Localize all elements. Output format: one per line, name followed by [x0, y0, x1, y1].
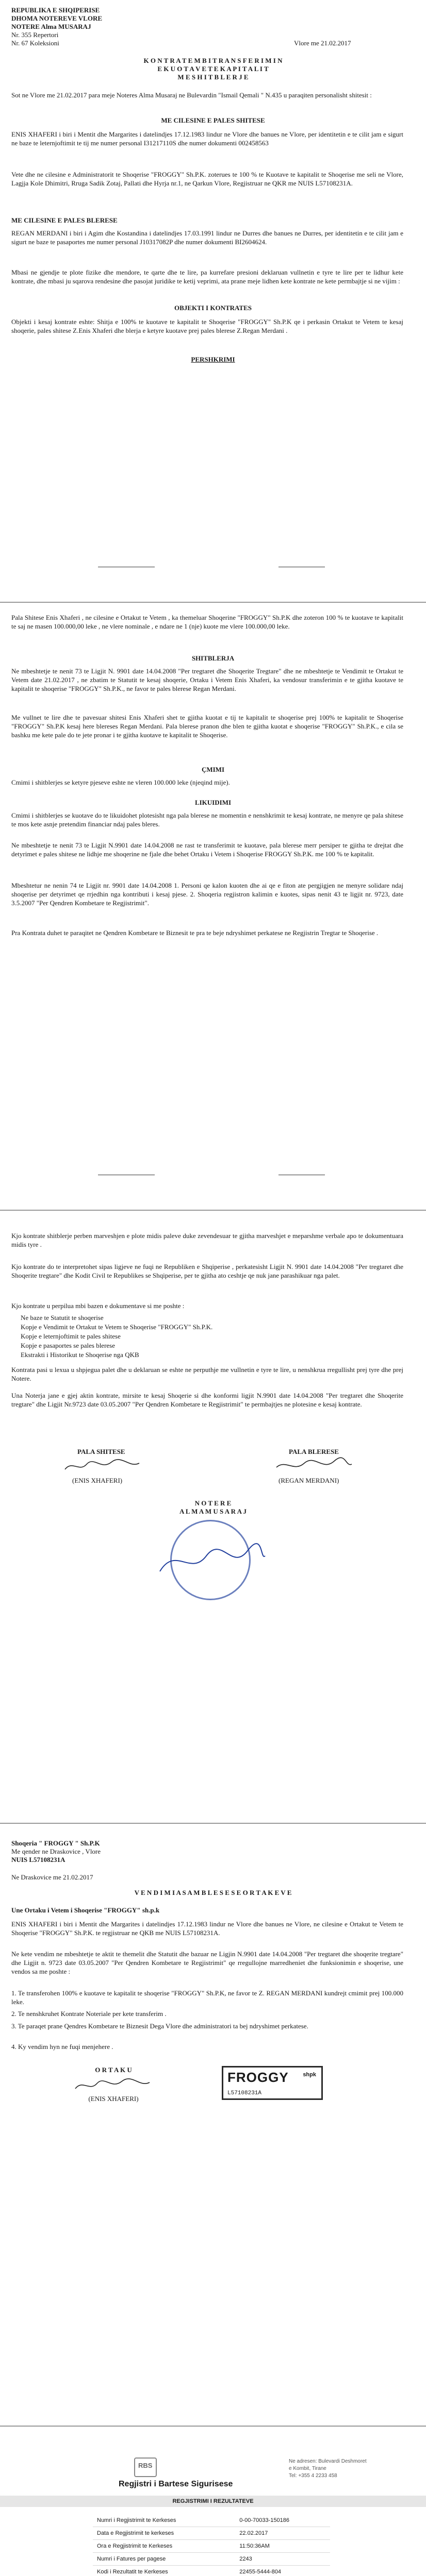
payment-heading: LIKUIDIMI: [194, 799, 232, 806]
decision-title: V E N D I M I A S A M B L E S E S E O R T A K E V E: [134, 1889, 292, 1896]
registry-address-1: Ne adresen: Bulevardi Deshmoret: [289, 2459, 367, 2464]
payment-paragraph: Cmimi i shitblerjes se kuotave do te likuidohet plotesisht nga pala blerese ne momentin e nenshkrimit te kesaj kontrate, ne menyre qe pala shitese te mos kete asnje pretendim financiar ndaj pales bleres.: [11, 811, 403, 828]
row-value: 2243: [235, 2553, 330, 2566]
contract-title-2: E K U O T A V E T E K A P I T A L I T: [157, 65, 269, 73]
header-left-line-2: DHOMA NOTEREVE VLORE: [11, 14, 103, 22]
buyer-signature-name: (REGAN MERDANI): [278, 1477, 339, 1484]
partner-signature: [72, 2076, 155, 2094]
obligations-paragraph: Ne mbeshtetje te nenit 73 te Ligjit N.9901 date 14.04.2008 ne rast te transferimit te kuotave, pala blerese merr persiper te gjitha te drejtat dhe detyrimet e pales shitese ne lidhje me shoqerine ne fjale dhe behet Ortaku i Vetem i Shoqerise FROGGY Sh.P.K. me 100 % te kapitalit.: [11, 841, 403, 858]
decision-basis: Ne kete vendim ne mbeshtetje te aktit te themelit dhe Statutit dhe bazuar ne Ligjin N.9901 date 14.04.2008 "Per tregtaret dhe shoqerite tregtare" dhe Ligjit n. 9723 date 03.05.2007 "Per Qendren Kombetare te Regjistrimit" qe rregullojne marredheniet dhe funksionimin e shoqerise, une vendos sa me poshte :: [11, 1950, 403, 1975]
row-value: 11:50:36AM: [235, 2540, 330, 2553]
rbs-logo-text: RBS: [138, 2462, 153, 2469]
description-heading: PERSHKRIMI: [191, 355, 235, 363]
company-stamp-icon: [222, 2066, 323, 2100]
stamp-brand: FROGGY: [227, 2070, 289, 2085]
decision-subtitle: Une Ortaku i Vetem i Shoqerise "FROGGY" sh.p.k: [11, 1906, 160, 1914]
seller-signature-name: (ENIS XHAFERI): [72, 1477, 123, 1484]
intro-paragraph: Sot ne Vlore me 21.02.2017 para meje Noteres Alma Musaraj ne Bulevardin "Ismail Qemali " N.435 u paraqiten personalisht shitesit :: [11, 91, 372, 99]
contract-title-3: M E S H I T B L E R J E: [177, 73, 249, 81]
seller-signature-label: PALA SHITESE: [77, 1448, 125, 1455]
results-table: [93, 2514, 330, 2576]
table-row: [93, 2540, 330, 2553]
free-will-paragraph: Mbasi ne gjendje te plote fizike dhe mendore, te qarte dhe te lire, pa kurrefare presioni deklaruan vullnetin e tyre te lire per te lidhur kete kontrate, dhe mbasi ju sqarova rendesine dhe pasojat juridike te ketij veprimi, ata prane meje lidhen kete kontrate ne kete permbajtje si ne vijim :: [11, 268, 403, 285]
company-nuis: NUIS L57108231A: [11, 1856, 65, 1863]
seller-heading: ME CILESINE E PALES SHITESE: [161, 116, 265, 124]
partner-name: (ENIS XHAFERI): [88, 2095, 139, 2103]
entire-agreement-paragraph: Kjo kontrate shitblerje perben marveshjen e plote midis paleve duke zevendesuar te gjitha marveshjet e meparshme verbale apo te dokumentuara midis tyre .: [11, 1232, 403, 1248]
document-item-2: Kopje e Vendimit te Ortakut te Vetem te Shoqerise "FROGGY" Sh.P.K.: [21, 1323, 213, 1331]
document-item-1: Ne baze te Statutit te shoqerise: [21, 1314, 104, 1321]
object-heading: OBJEKTI I KONTRATES: [174, 304, 252, 312]
document-item-4: Kopje e pasaportes se pales blerese: [21, 1342, 116, 1349]
document-item-3: Kopje e leternjoftimit te pales shitese: [21, 1332, 121, 1340]
company-address: Me qender ne Draskovice , Vlore: [11, 1848, 101, 1855]
registry-phone: Tel: +355 4 2233 458: [289, 2473, 337, 2479]
contract-page-1: [0, 0, 426, 603]
notary-note-paragraph: Una Noterja jane e gjej aktin kontrate, mirsite te kesaj Shoqerie si dhe konformi ligjit N.9901 date 14.04.2008 "Per tregtaret dhe Shoqerite tregtare" dhe Ligjit Nr.9723 date 03.05.2007 "Per Qendren Kombetare te Regjistrimit" te permbajtjes ne plotesine e kesaj kontrate.: [11, 1392, 403, 1408]
buyer-paragraph: REGAN MERDANI i biri i Agim dhe Kostandina i datelindjes 17.03.1991 lindur ne Durres dhe banues ne Durres, per identitetin e te cilit jam e sigurt ne baze te pasaportes me numer personal J10317082P dhe numer dokumenti BI2604624.: [11, 229, 403, 246]
object-paragraph: Objekti i kesaj kontrate eshte: Shitja e 100% te kuotave te kapitalit te Shoqerise "FROGGY" Sh.P.K qe i perkasin Ortakut te Vetem te kesaj shoqerie, pales shitese Z.Enis Xhaferi dhe blerja e ketyre kuotave prej pales blerese Z.Regan Merdani .: [11, 318, 403, 334]
company-name: Shoqeria " FROGGY " Sh.P.K: [11, 1839, 100, 1847]
buyer-heading: ME CILESINE E PALES BLERESE: [11, 216, 118, 224]
row-value: 22.02.2017: [235, 2527, 330, 2540]
registry-title: Regjistri i Bartese Sigurisese: [119, 2480, 233, 2488]
sale-heading: SHITBLERJA: [191, 654, 235, 662]
row-label: Numri i Fatures per pagese: [93, 2553, 235, 2566]
row-label: Data e Regjistrimit te kerkeses: [93, 2527, 235, 2540]
header-left-line-1: REPUBLIKA E SHQIPERISE: [11, 6, 100, 14]
contract-page-2: [0, 603, 426, 1211]
row-value: 22455-5444-804: [235, 2566, 330, 2576]
seller-role-paragraph: Vete dhe ne cilesine e Administratorit te Shoqerise "FROGGY" Sh.P.K. zoterues te 100 % te Kuotave te kapitalit te Shoqerise me seli ne Vlore, Lagjja Kole Dhimitri, Rruga Sadik Zotaj, Pallati dhe Hyrja nr.1, ne Qarkun Vlore, Regjistruar ne QKR me NUIS L57108231A.: [11, 171, 403, 187]
registration-paragraph: Pra Kontrata duhet te paraqitet ne Qendren Kombetare te Biznesit te pra te beje ndryshimet perkatese ne Regjistrin Tregtar te Shoqerise .: [11, 929, 379, 937]
results-section-title: REGJISTRIMI I REZULTATEVE: [172, 2498, 254, 2504]
decision-body: ENIS XHAFERI i biri i Mentit dhe Margarites i datelindjes 17.12.1983 lindur ne Vlore dhe banues ne Vlore, ne cilesine e Ortakut te Vetem te Shoqerise "FROGGY" Sh.P.K. te regjistruar ne QKB me NUIS L57108231A.: [11, 1920, 403, 1937]
contract-title-1: K O N T R A T E M B I T R A N S F E R I M I N: [143, 57, 283, 64]
documents-intro: Kjo kontrate u perpilua mbi bazen e dokumentave si me poshte :: [11, 1302, 185, 1310]
transfer-paragraph: Me vullnet te lire dhe te pavesuar shitesi Enis Xhaferi shet te gjitha kuotat e tij te kapitalit te shoqerise prej 100% te kapitalit te Shoqerise "FROGGY" Sh.P.K kesaj here blereses Regan Merdani. Pala blerese pranon dhe blen te gjitha kuotat e shoqerise "FROGGY" Sh.P.K., e cila se bashku me kete pale do te jete pronar i te gjitha kuotave te kapitalit te Shoqerise.: [11, 714, 403, 739]
stamp-suffix: shpk: [303, 2072, 316, 2078]
price-paragraph: Cmimi i shitblerjes se ketyre pjeseve eshte ne vleren 100.000 leke (njeqind mije).: [11, 778, 230, 786]
seller-signature: [62, 1457, 144, 1475]
table-row: [93, 2566, 330, 2576]
row-value: 0-00-70033-150186: [235, 2514, 330, 2527]
price-heading: ÇMIMI: [201, 766, 225, 773]
sale-paragraph: Ne mbeshtetje te nenit 73 te Ligjit N. 9901 date 14.04.2008 "Per tregtaret dhe Shoqerite Tregtare" dhe ne mbeshtetje te Vendimit te Ortakut te Vetem date 21.02.2017 , ne zbatim te Statutit te kesaj shoqerie, Ortaku i Vetem Enis Xhaferi, ka vendosur transferimin e te gjitha kuotave te kapitalit te shoqerise "FROGGY" Sh.P.K., ne favor te pales blerese Regan Merdani.: [11, 667, 403, 692]
partner-label: O R T A K U: [95, 2066, 132, 2074]
decision-point-2: 2. Te nenshkruhet Kontrate Noteriale per kete transferim .: [11, 2010, 167, 2018]
decision-point-4: 4. Ky vendim hyn ne fuqi menjehere .: [11, 2043, 113, 2050]
table-row: [93, 2527, 330, 2540]
row-label: Ora e Regjistrimit te Kerkeses: [93, 2540, 235, 2553]
table-row: [93, 2553, 330, 2566]
row-label: Kodi i Rezultatit te Kerkeses: [93, 2566, 235, 2576]
registry-page: [0, 2427, 426, 2576]
seller-paragraph: ENIS XHAFERI i biri i Mentit dhe Margarites i datelindjes 17.12.1983 lindur ne Vlore dhe banues ne Vlore, per identitetin e te cilit jam e sigurt ne baze te leternjoftimit te tij me numer personal I31217110S dhe numer dokumenti 002458563: [11, 130, 403, 147]
header-left-line-3: NOTERE Alma MUSARAJ: [11, 23, 91, 30]
document-item-5: Ekstrakti i Historikut te Shoqerise nga QKB: [21, 1351, 139, 1359]
header-left-line-4: Nr. 355 Repertori: [11, 31, 59, 39]
decision-place-date: Ne Draskovice me 21.02.2017: [11, 1873, 93, 1881]
decision-point-3: 3. Te paraqet prane Qendres Kombetare te Biznesit Dega Vlore dhe administratori ta bej ndryshimet perkatese.: [11, 2022, 308, 2030]
governing-law-paragraph: Kjo kontrate do te interpretohet sipas ligjeve ne fuqi ne Republiken e Shqiperise , perkatesisht Ligjit N. 9901 date 14.04.2008 "Per tregtaret dhe Shoqerite tregtare" dhe Kodit Civil te Republikes se Shqiperise, per te gjitha ato ceshtje qe nuk jane parashikuar nga palet.: [11, 1263, 403, 1279]
decision-point-1: 1. Te transferohen 100% e kuotave te kapitalit te shoqerise "FROGGY" Sh.P.K, ne favor te Z. REGAN MERDANI kundrejt cmimit prej 100.000 leke.: [11, 1989, 403, 2006]
notary-name: A L M A M U S A R A J: [179, 1507, 247, 1515]
header-date: Vlore me 21.02.2017: [294, 39, 351, 47]
decision-page: [0, 1824, 426, 2427]
buyer-signature: [273, 1457, 356, 1475]
header-left-line-5: Nr. 67 Koleksioni: [11, 39, 59, 47]
registry-address-2: e Kombit, Tirane: [289, 2466, 326, 2471]
capital-paragraph: Pala Shitese Enis Xhaferi , ne cilesine e Ortakut te Vetem , ka themeluar Shoqerine "FROGGY" Sh.P.K dhe zoteron 100 % te kuotave te kapitalit te saj ne masen 100.000,00 leke , ne vlere nominale , e ndare ne 1 (nje) kuote me vlere 100.000,00 leke.: [11, 614, 403, 630]
buyer-signature-label: PALA BLERESE: [289, 1448, 339, 1455]
closing-paragraph: Kontrata pasi u lexua u shpjegua palet dhe u deklaruan se eshte ne perputhje me vullnetin e tyre te lire, u nenshkrua rregullisht prej tyre dhe prej Notere.: [11, 1366, 403, 1382]
stamp-nuis: L57108231A: [227, 2090, 262, 2096]
table-row: [93, 2514, 330, 2527]
contract-page-3: [0, 1211, 426, 1824]
law-notes-paragraph: Mbeshtetur ne nenin 74 te Ligjit nr. 9901 date 14.04.2008 1. Personi qe kalon kuoten dhe ai qe e fiton ate pergjigjen ne menyre solidare ndaj shoqerise per detyrimet qe rrjedhin nga kontributi i kesaj pjese. 2. Shoqeria regjistron kalimin e kuotes, sipas nenit 43 te ligjit nr. 9723, date 3.5.2007 "Per Qendren Kombetare te Regjistrimit".: [11, 882, 403, 907]
notary-label: N O T E R E: [194, 1499, 232, 1507]
row-label: Numri i Regjistrimit te Kerkeses: [93, 2514, 235, 2527]
notary-signature: [155, 1540, 268, 1582]
